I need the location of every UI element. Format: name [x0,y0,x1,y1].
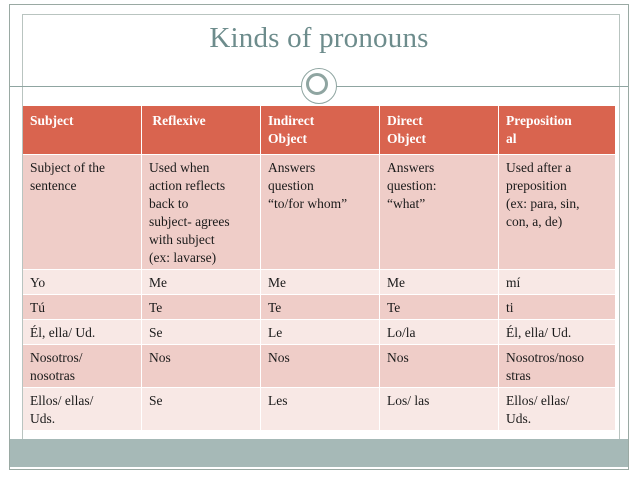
table-cell: Me [142,270,261,295]
table-row [23,320,616,345]
header-cell [380,106,499,155]
table-cell: Se [142,320,261,345]
table-cell: Answers question: “what” [380,155,499,270]
table-cell: Él, ella/ Ud. [23,320,142,345]
table-cell: Te [380,295,499,320]
header-text: Subject [30,113,74,128]
table-cell: Nos [380,345,499,388]
table-cell: Used when action reflects back to subject- agrees with subject (ex: lavarse) [142,155,261,270]
table-header-row [23,106,616,155]
table-cell: Lo/la [380,320,499,345]
table-cell: Me [261,270,380,295]
table-row [23,388,616,431]
table-cell: Se [142,388,261,431]
table-cell: Nos [142,345,261,388]
table-cell: Te [261,295,380,320]
table-row [23,270,616,295]
table-row [23,155,616,270]
header-text: Indirect Object [268,113,315,146]
table-cell: Used after a preposition (ex: para, sin, con, a, de) [499,155,616,270]
table-cell: Ellos/ ellas/ Uds. [23,388,142,431]
header-text: Preposition al [506,113,572,146]
table-cell: mí [499,270,616,295]
table-cell: Le [261,320,380,345]
table-cell: Nos [261,345,380,388]
header-cell [499,106,616,155]
pronoun-table [23,106,616,431]
header-text: Reflexive [149,113,206,128]
header-cell [261,106,380,155]
header-text: Direct Object [387,113,426,146]
table-cell: Answers question “to/for whom” [261,155,380,270]
table-cell: Nosotros/ nosotras [23,345,142,388]
divider-ring-icon [306,73,328,95]
table-cell: Subject of the sentence [23,155,142,270]
table-cell: ti [499,295,616,320]
footer-bar [10,439,628,467]
table-cell: Yo [23,270,142,295]
header-cell [142,106,261,155]
table-cell: Los/ las [380,388,499,431]
table-row [23,345,616,388]
header-cell [23,106,142,155]
table-cell: Les [261,388,380,431]
table-cell: Te [142,295,261,320]
slide-title: Kinds of pronouns [209,22,429,54]
table-cell: Nosotros/noso stras [499,345,616,388]
table-cell: Él, ella/ Ud. [499,320,616,345]
table-cell: Me [380,270,499,295]
table-cell: Ellos/ ellas/ Uds. [499,388,616,431]
table-row [23,295,616,320]
table-cell: Tú [23,295,142,320]
